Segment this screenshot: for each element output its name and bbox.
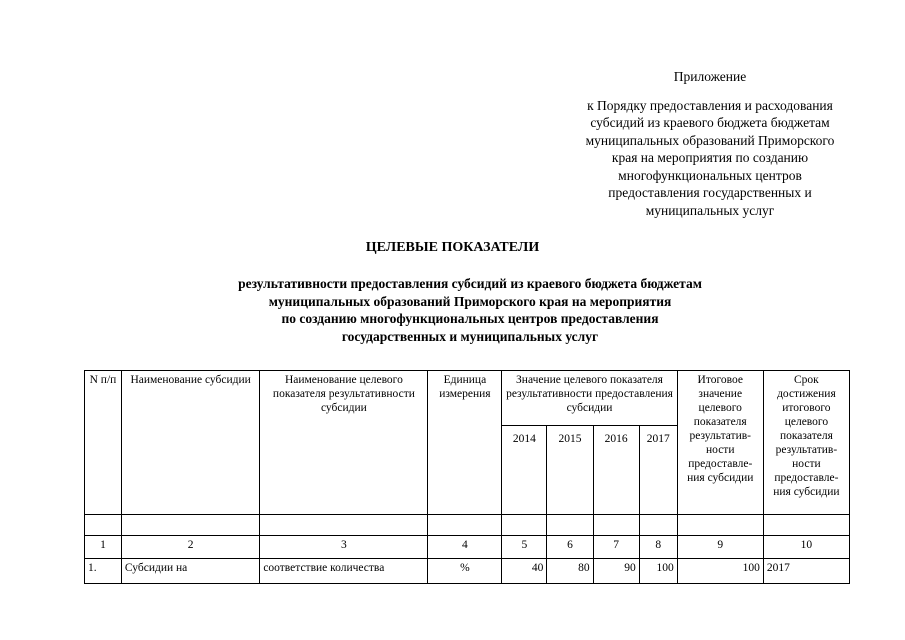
spacer-cell (593, 515, 639, 536)
subtitle-line: по созданию многофункциональных центров предоставления (281, 311, 659, 326)
column-number: 1 (85, 536, 122, 559)
header-row (85, 371, 850, 426)
column-number: 6 (547, 536, 593, 559)
spacer-cell (639, 515, 677, 536)
appendix-line: муниципальных услуг (645, 202, 775, 218)
header-year-2017: 2017 (639, 426, 677, 515)
column-number: 9 (677, 536, 763, 559)
column-number-row (85, 536, 850, 559)
column-number: 2 (121, 536, 259, 559)
row-value-2016: 90 (593, 559, 639, 584)
appendix-line: муниципальных образований Приморского (585, 132, 835, 148)
spacer-cell (260, 515, 428, 536)
spacer-cell (85, 515, 122, 536)
appendix-line: многофункциональных центров (618, 167, 802, 183)
header-subsidy: Наименование субсидии (121, 371, 259, 515)
spacer-cell (428, 515, 502, 536)
column-number: 5 (502, 536, 547, 559)
column-number: 7 (593, 536, 639, 559)
row-value-2015: 80 (547, 559, 593, 584)
row-subsidy: Субсидии на (121, 559, 259, 584)
spacer-cell (677, 515, 763, 536)
spacer-cell (763, 515, 849, 536)
subtitle-line: государственных и муниципальных услуг (341, 328, 599, 344)
row-final-value: 100 (677, 559, 763, 584)
spacer-cell (547, 515, 593, 536)
row-num: 1. (85, 559, 122, 584)
header-unit: Единица измерения (428, 371, 502, 515)
row-unit: % (428, 559, 502, 584)
spacer-cell (502, 515, 547, 536)
appendix-line: субсидий из краевого бюджета бюджетам (590, 115, 830, 130)
header-final-value: Итоговое значение целевого показателя результатив-ности предоставле-ния субсидии (677, 371, 763, 515)
indicators-table (84, 370, 850, 584)
column-number: 3 (260, 536, 428, 559)
spacer-cell (121, 515, 259, 536)
appendix-block (560, 68, 860, 219)
column-number: 10 (763, 536, 849, 559)
column-number: 8 (639, 536, 677, 559)
row-deadline: 2017 (763, 559, 849, 584)
header-year-2016: 2016 (593, 426, 639, 515)
column-number: 4 (428, 536, 502, 559)
appendix-line: к Порядку предоставления и расходования (587, 97, 833, 113)
header-indicator: Наименование целевого показателя результативности субсидии (260, 371, 428, 515)
header-year-2014: 2014 (502, 426, 547, 515)
appendix-line: края на мероприятия по созданию (611, 150, 809, 165)
header-num: N п/п (85, 371, 122, 515)
document-subtitle (150, 275, 790, 345)
header-year-2015: 2015 (547, 426, 593, 515)
row-value-2017: 100 (639, 559, 677, 584)
subtitle-line: муниципальных образований Приморского края на мероприятия (268, 293, 672, 309)
document-title: ЦЕЛЕВЫЕ ПОКАЗАТЕЛИ (365, 240, 540, 255)
appendix-line: предоставления государственных и (608, 185, 812, 200)
subtitle-line: результативности предоставления субсидий из краевого бюджета бюджетам (238, 276, 702, 291)
header-value-group: Значение целевого показателя результативности предоставления субсидии (502, 371, 677, 426)
header-deadline: Срок достижения итогового целевого показателя результатив-ности предоставле-ния субсидии (763, 371, 849, 515)
row-value-2014: 40 (502, 559, 547, 584)
table-row (85, 559, 850, 584)
spacer-row (85, 515, 850, 536)
row-indicator: соответствие количества (260, 559, 428, 584)
appendix-heading: Приложение (673, 69, 747, 84)
